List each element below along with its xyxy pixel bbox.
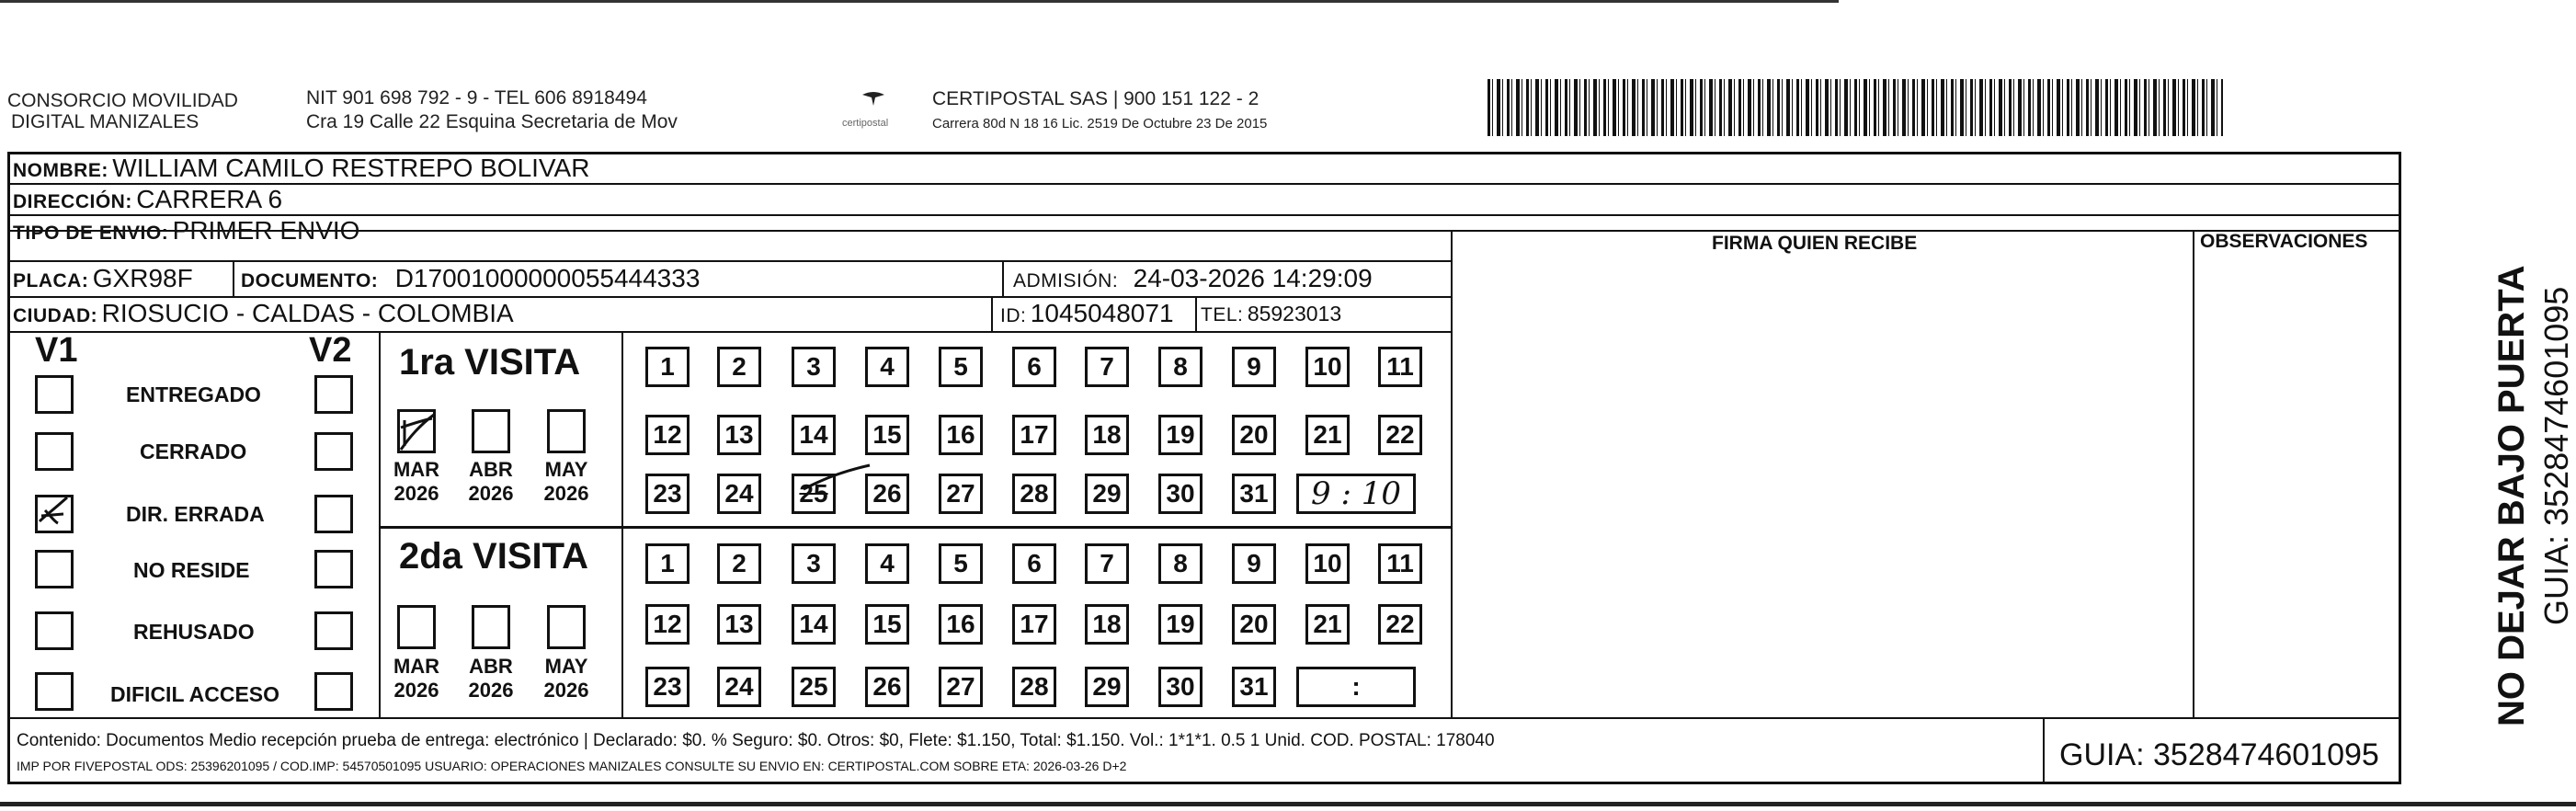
status-dir-errada: DIR. ERRADA — [126, 502, 265, 526]
delivery-form — [7, 152, 2401, 784]
first-visit-month-label-abr: ABR 2026 — [468, 458, 514, 505]
first-visit-time: 9 : 10 — [1311, 475, 1401, 512]
placa-label: PLACA: — [13, 270, 89, 291]
second-visit-day-26[interactable]: 26 — [865, 667, 909, 707]
second-visit-day-7[interactable]: 7 — [1085, 543, 1129, 584]
first-visit-day-23[interactable]: 23 — [645, 474, 690, 514]
second-visit-day-25[interactable]: 25 — [792, 667, 836, 707]
second-visit-day-6[interactable]: 6 — [1012, 543, 1056, 584]
second-visit-time: : — [1351, 672, 1361, 701]
second-visit-day-16[interactable]: 16 — [939, 604, 983, 645]
v1-header: V1 — [35, 331, 78, 370]
top-border-line — [0, 0, 1839, 3]
first-visit-day-25[interactable]: 25 — [792, 474, 836, 514]
second-visit-day-1[interactable]: 1 — [645, 543, 690, 584]
first-visit-title: 1ra VISITA — [399, 342, 581, 383]
first-visit-day-11[interactable]: 11 — [1378, 347, 1422, 387]
col-divider — [2193, 230, 2194, 717]
v2-checkbox-no-reside[interactable] — [314, 550, 353, 588]
visit-col-divider — [621, 331, 623, 717]
first-visit-day-26[interactable]: 26 — [865, 474, 909, 514]
first-visit-day-2[interactable]: 2 — [717, 347, 761, 387]
id-value: 1045048071 — [1030, 299, 1174, 327]
first-visit-day-29[interactable]: 29 — [1085, 474, 1129, 514]
second-visit-month-box-abr[interactable] — [472, 605, 510, 649]
first-visit-day-8[interactable]: 8 — [1158, 347, 1203, 387]
second-visit-title: 2da VISITA — [399, 536, 588, 577]
first-visit-day-28[interactable]: 28 — [1012, 474, 1056, 514]
first-visit-day-17[interactable]: 17 — [1012, 415, 1056, 455]
courier-logo-text: certipostal — [842, 118, 889, 129]
row-divider — [7, 214, 2401, 216]
second-visit-day-30[interactable]: 30 — [1158, 667, 1203, 707]
second-visit-time-box[interactable] — [1296, 667, 1416, 707]
v2-checkbox-rehusado[interactable] — [314, 611, 353, 650]
sender-name-line2: DIGITAL MANIZALES — [11, 111, 199, 132]
first-visit-day-24[interactable]: 24 — [717, 474, 761, 514]
first-visit-day-27[interactable]: 27 — [939, 474, 983, 514]
first-visit-day-6[interactable]: 6 — [1012, 347, 1056, 387]
first-visit-day-22[interactable]: 22 — [1378, 415, 1422, 455]
tel-label: TEL: — [1201, 304, 1244, 326]
second-visit-day-2[interactable]: 2 — [717, 543, 761, 584]
second-visit-day-22[interactable]: 22 — [1378, 604, 1422, 645]
second-visit-day-27[interactable]: 27 — [939, 667, 983, 707]
cell-divider — [991, 296, 993, 331]
status-rehusado: REHUSADO — [133, 620, 255, 644]
footer-print-info: IMP POR FIVEPOSTAL ODS: 25396201095 / COD.IMP: 54570501095 USUARIO: OPERACIONES MANIZALES CONSULTE SU ENVIO EN: CERTIPOSTAL.COM SOBRE ETA: 2026-03-26 D+2 — [17, 759, 1127, 773]
courier-logo-icon — [860, 89, 887, 109]
col-divider — [1451, 230, 1453, 717]
sender-name-line1: CONSORCIO MOVILIDAD — [7, 90, 238, 111]
second-visit-day-12[interactable]: 12 — [645, 604, 690, 645]
documento-value: D17001000000055444333 — [394, 264, 701, 292]
second-visit-day-18[interactable]: 18 — [1085, 604, 1129, 645]
admision-cell — [1013, 263, 1373, 299]
side-guia: GUIA: 3528474601095 — [2537, 286, 2575, 625]
direccion-row — [13, 184, 282, 220]
tel-value: 85923013 — [1247, 302, 1342, 326]
first-visit-day-20[interactable]: 20 — [1232, 415, 1276, 455]
status-no-reside: NO RESIDE — [133, 558, 250, 582]
second-visit-month-box-may[interactable] — [547, 605, 586, 649]
status-dificil-acceso: DIFICIL ACCESO — [110, 682, 280, 706]
first-visit-day-12[interactable]: 12 — [645, 415, 690, 455]
first-visit-day-18[interactable]: 18 — [1085, 415, 1129, 455]
first-visit-day-30[interactable]: 30 — [1158, 474, 1203, 514]
admision-value: 24-03-2026 14:29:09 — [1133, 264, 1373, 292]
v1-checkbox-dificil-acceso[interactable] — [35, 672, 74, 711]
strike-mark-icon — [800, 460, 873, 497]
first-visit-day-21[interactable]: 21 — [1305, 415, 1350, 455]
courier-name: CERTIPOSTAL SAS | 900 151 122 - 2 — [932, 88, 1260, 109]
second-visit-day-28[interactable]: 28 — [1012, 667, 1056, 707]
id-cell — [1000, 298, 1174, 334]
second-visit-day-29[interactable]: 29 — [1085, 667, 1129, 707]
status-entregado: ENTREGADO — [126, 383, 261, 406]
visit-col-divider — [379, 331, 381, 717]
second-visit-day-23[interactable]: 23 — [645, 667, 690, 707]
first-visit-time-box[interactable] — [1296, 474, 1416, 514]
second-visit-day-8[interactable]: 8 — [1158, 543, 1203, 584]
v2-header: V2 — [309, 331, 352, 370]
v1-checkbox-no-reside[interactable] — [35, 550, 74, 588]
footer-col-divider — [2043, 717, 2045, 784]
tipo-value: PRIMER ENVIO — [172, 216, 360, 245]
second-visit-month-label-mar: MAR 2026 — [393, 655, 440, 702]
second-visit-day-4[interactable]: 4 — [865, 543, 909, 584]
admision-label: ADMISIÓN: — [1013, 270, 1119, 291]
bottom-border-line — [0, 802, 2576, 806]
placa-cell — [13, 263, 193, 299]
first-visit-day-1[interactable]: 1 — [645, 347, 690, 387]
v2-checkbox-dir-errada[interactable] — [314, 495, 353, 533]
row-divider — [7, 260, 1453, 262]
second-visit-month-label-abr: ABR 2026 — [468, 655, 514, 702]
placa-value: GXR98F — [92, 264, 193, 292]
direccion-value: CARRERA 6 — [136, 185, 283, 213]
first-visit-month-box-mar[interactable] — [397, 409, 436, 453]
second-visit-month-label-may: MAY 2026 — [543, 655, 589, 702]
row-divider — [7, 230, 2401, 232]
documento-cell — [241, 263, 700, 299]
first-visit-day-7[interactable]: 7 — [1085, 347, 1129, 387]
first-visit-day-31[interactable]: 31 — [1232, 474, 1276, 514]
visit-row-divider — [379, 526, 1453, 529]
tipo-label: TIPO DE ENVIO: — [13, 223, 169, 244]
barcode — [1487, 79, 2223, 136]
first-visit-day-3[interactable]: 3 — [792, 347, 836, 387]
first-visit-day-4[interactable]: 4 — [865, 347, 909, 387]
handwritten-check-icon — [36, 492, 73, 529]
ciudad-cell — [13, 298, 514, 334]
first-visit-day-13[interactable]: 13 — [717, 415, 761, 455]
second-visit-day-9[interactable]: 9 — [1232, 543, 1276, 584]
cell-divider — [1195, 296, 1197, 331]
ciudad-label: CIUDAD: — [13, 305, 98, 326]
v1-checkbox-cerrado[interactable] — [35, 432, 74, 471]
first-visit-day-5[interactable]: 5 — [939, 347, 983, 387]
first-visit-day-16[interactable]: 16 — [939, 415, 983, 455]
first-visit-day-10[interactable]: 10 — [1305, 347, 1350, 387]
nombre-label: NOMBRE: — [13, 160, 108, 181]
first-visit-day-14[interactable]: 14 — [792, 415, 836, 455]
observaciones-header: OBSERVACIONES — [2200, 231, 2368, 252]
second-visit-day-20[interactable]: 20 — [1232, 604, 1276, 645]
cell-divider — [1002, 260, 1004, 296]
sender-nit: NIT 901 698 792 - 9 - TEL 606 8918494 — [306, 87, 647, 109]
tipo-row — [13, 217, 359, 249]
second-visit-day-21[interactable]: 21 — [1305, 604, 1350, 645]
footer-contents: Contenido: Documentos Medio recepción prueba de entrega: electrónico | Declarado: $0. % Seguro: $0. Otros: $0, Flete: $1.150, Total: $1.150. Vol.: 1*1*1. 0.5 1 Unid. COD. POSTAL: 178040 — [17, 731, 1495, 750]
ciudad-value: RIOSUCIO - CALDAS - COLOMBIA — [101, 299, 514, 327]
sender-address: Cra 19 Calle 22 Esquina Secretaria de Mov — [306, 111, 678, 132]
second-visit-day-11[interactable]: 11 — [1378, 543, 1422, 584]
footer-guia: GUIA: 3528474601095 — [2059, 737, 2379, 772]
second-visit-day-14[interactable]: 14 — [792, 604, 836, 645]
side-warning: NO DEJAR BAJO PUERTA — [2491, 265, 2532, 726]
second-visit-day-3[interactable]: 3 — [792, 543, 836, 584]
second-visit-day-15[interactable]: 15 — [865, 604, 909, 645]
firma-header: FIRMA QUIEN RECIBE — [1712, 233, 1918, 254]
second-visit-day-10[interactable]: 10 — [1305, 543, 1350, 584]
cell-divider — [233, 260, 234, 296]
status-cerrado: CERRADO — [140, 440, 247, 463]
nombre-value: WILLIAM CAMILO RESTREPO BOLIVAR — [112, 154, 590, 182]
courier-license: Carrera 80d N 18 16 Lic. 2519 De Octubre 23 De 2015 — [932, 116, 1268, 131]
first-visit-day-9[interactable]: 9 — [1232, 347, 1276, 387]
tel-cell — [1201, 298, 1341, 333]
second-visit-day-24[interactable]: 24 — [717, 667, 761, 707]
handwritten-check-icon — [397, 409, 438, 455]
second-visit-day-17[interactable]: 17 — [1012, 604, 1056, 645]
documento-label: DOCUMENTO: — [241, 270, 379, 291]
first-visit-day-19[interactable]: 19 — [1158, 415, 1203, 455]
first-visit-month-box-may[interactable] — [547, 409, 586, 453]
second-visit-month-box-mar[interactable] — [397, 605, 436, 649]
id-label: ID: — [1000, 305, 1027, 326]
v2-checkbox-cerrado[interactable] — [314, 432, 353, 471]
second-visit-day-5[interactable]: 5 — [939, 543, 983, 584]
v2-checkbox-dificil-acceso[interactable] — [314, 672, 353, 711]
v1-checkbox-dir-errada[interactable] — [35, 495, 74, 533]
v2-checkbox-entregado[interactable] — [314, 375, 353, 414]
v1-checkbox-rehusado[interactable] — [35, 611, 74, 650]
first-visit-month-label-mar: MAR 2026 — [393, 458, 440, 505]
v1-checkbox-entregado[interactable] — [35, 375, 74, 414]
first-visit-day-15[interactable]: 15 — [865, 415, 909, 455]
second-visit-day-13[interactable]: 13 — [717, 604, 761, 645]
direccion-label: DIRECCIÓN: — [13, 191, 132, 212]
second-visit-day-31[interactable]: 31 — [1232, 667, 1276, 707]
first-visit-month-box-abr[interactable] — [472, 409, 510, 453]
second-visit-day-19[interactable]: 19 — [1158, 604, 1203, 645]
first-visit-month-label-may: MAY 2026 — [543, 458, 589, 505]
